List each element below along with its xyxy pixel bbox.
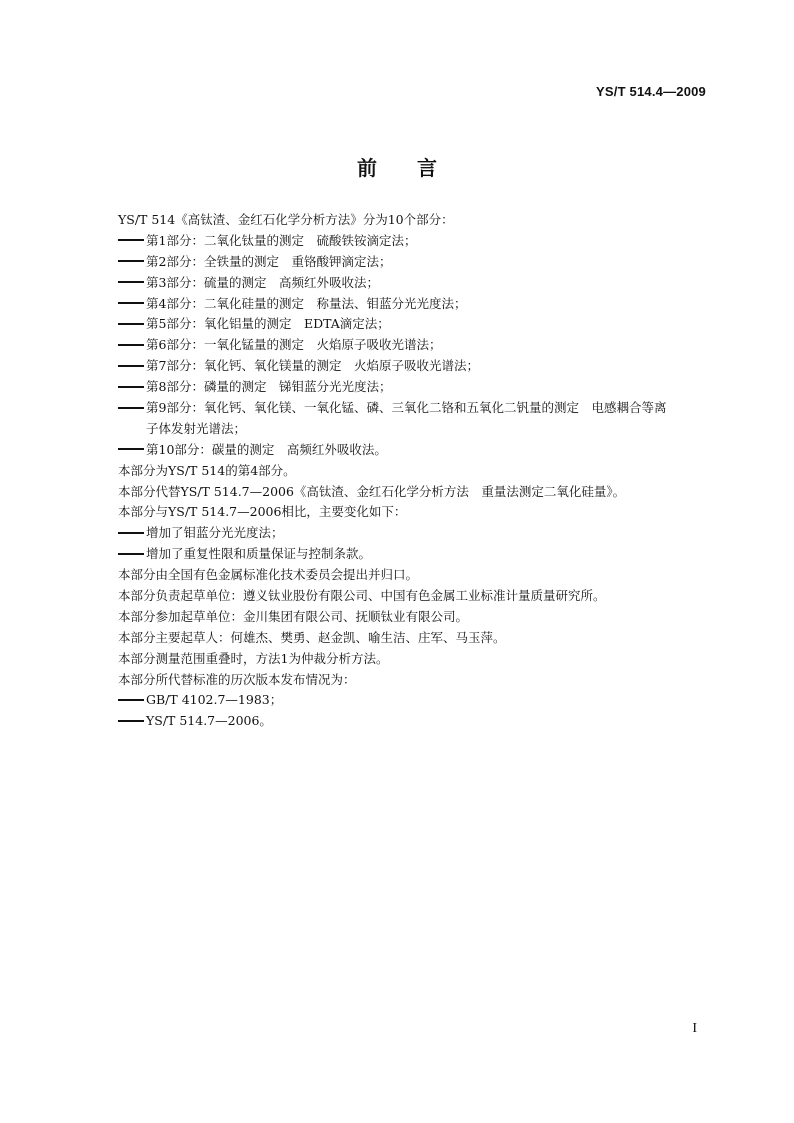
line-text: 本部分主要起草人：何雄杰、樊勇、赵金凯、喻生洁、庄军、马玉萍。 — [118, 629, 506, 645]
em-dash-marker — [118, 365, 144, 367]
list-item — [118, 523, 718, 544]
page-number: I — [692, 1021, 697, 1036]
em-dash-marker — [118, 260, 144, 262]
line-text: GB/T 4102.7—1983； — [146, 692, 283, 708]
paragraph-line — [118, 502, 718, 523]
line-text: YS/T 514.7—2006。 — [146, 713, 272, 729]
paragraph-line — [118, 628, 718, 649]
em-dash-marker — [118, 699, 144, 701]
standard-code: YS/T 514.4—2009 — [596, 84, 706, 99]
paragraph-line — [118, 586, 718, 607]
line-text: 增加了钼蓝分光光度法； — [146, 525, 284, 541]
line-text: 子体发射光谱法； — [146, 420, 247, 436]
list-item — [118, 294, 718, 315]
em-dash-marker — [118, 323, 144, 325]
list-item — [118, 356, 718, 377]
foreword-body — [118, 210, 718, 732]
list-item — [118, 314, 718, 335]
em-dash-marker — [118, 281, 144, 283]
em-dash-marker — [118, 344, 144, 346]
list-item — [118, 690, 718, 711]
line-text: 本部分负责起草单位：遵义钛业股份有限公司、中国有色金属工业标准计量质量研究所。 — [118, 588, 606, 604]
line-text: 第9部分：氧化钙、氧化镁、一氧化锰、磷、三氧化二铬和五氧化二钒量的测定 电感耦合等离 — [146, 400, 667, 416]
line-text: 本部分代替YS/T 514.7—2006《高钛渣、金红石化学分析方法 重量法测定二氧化硅量》。 — [118, 483, 626, 499]
list-item — [118, 377, 718, 398]
paragraph-line — [118, 482, 718, 503]
paragraph-line — [118, 607, 718, 628]
line-text: 第7部分：氧化钙、氧化镁量的测定 火焰原子吸收光谱法； — [146, 358, 479, 374]
paragraph-line — [118, 461, 718, 482]
line-text: 第10部分：碳量的测定 高频红外吸收法。 — [146, 441, 387, 457]
paragraph-line — [118, 565, 718, 586]
line-text: 增加了重复性限和质量保证与控制条款。 — [146, 546, 372, 562]
em-dash-marker — [118, 448, 144, 450]
line-text: 本部分参加起草单位：金川集团有限公司、抚顺钛业有限公司。 — [118, 608, 469, 624]
line-text: 本部分由全国有色金属标准化技术委员会提出并归口。 — [118, 567, 419, 583]
list-item — [118, 335, 718, 356]
em-dash-marker — [118, 386, 144, 388]
em-dash-marker — [118, 407, 144, 409]
list-item — [118, 544, 718, 565]
line-text: 第1部分：二氧化钛量的测定 硫酸铁铵滴定法； — [146, 232, 417, 248]
list-item — [118, 252, 718, 273]
line-text: 本部分测量范围重叠时，方法1为仲裁分析方法。 — [118, 650, 389, 666]
list-item — [118, 440, 718, 461]
paragraph-line — [118, 670, 718, 691]
em-dash-marker — [118, 720, 144, 722]
line-text: 本部分为YS/T 514的第4部分。 — [118, 462, 296, 478]
em-dash-marker — [118, 239, 144, 241]
line-text: 第6部分：一氧化锰量的测定 火焰原子吸收光谱法； — [146, 337, 442, 353]
em-dash-marker — [118, 532, 144, 534]
line-text: 本部分与YS/T 514.7—2006相比，主要变化如下： — [118, 504, 407, 520]
line-text: 第2部分：全铁量的测定 重铬酸钾滴定法； — [146, 253, 392, 269]
list-item-continuation — [118, 419, 718, 440]
paragraph-line — [118, 210, 718, 231]
line-text: 第4部分：二氧化硅量的测定 称量法、钼蓝分光光度法； — [146, 295, 467, 311]
list-item — [118, 231, 718, 252]
list-item — [118, 711, 718, 732]
em-dash-marker — [118, 302, 144, 304]
list-item — [118, 273, 718, 294]
line-text: 第8部分：磷量的测定 锑钼蓝分光光度法； — [146, 379, 392, 395]
line-text: 第5部分：氧化铝量的测定 EDTA滴定法； — [146, 316, 390, 332]
list-item — [118, 398, 718, 419]
page-title: 前言 — [357, 156, 477, 180]
paragraph-line — [118, 649, 718, 670]
line-text: 本部分所代替标准的历次版本发布情况为： — [118, 671, 356, 687]
line-text: 第3部分：硫量的测定 高频红外吸收法； — [146, 274, 379, 290]
em-dash-marker — [118, 553, 144, 555]
line-text: YS/T 514《高钛渣、金红石化学分析方法》分为10个部分： — [118, 212, 454, 227]
